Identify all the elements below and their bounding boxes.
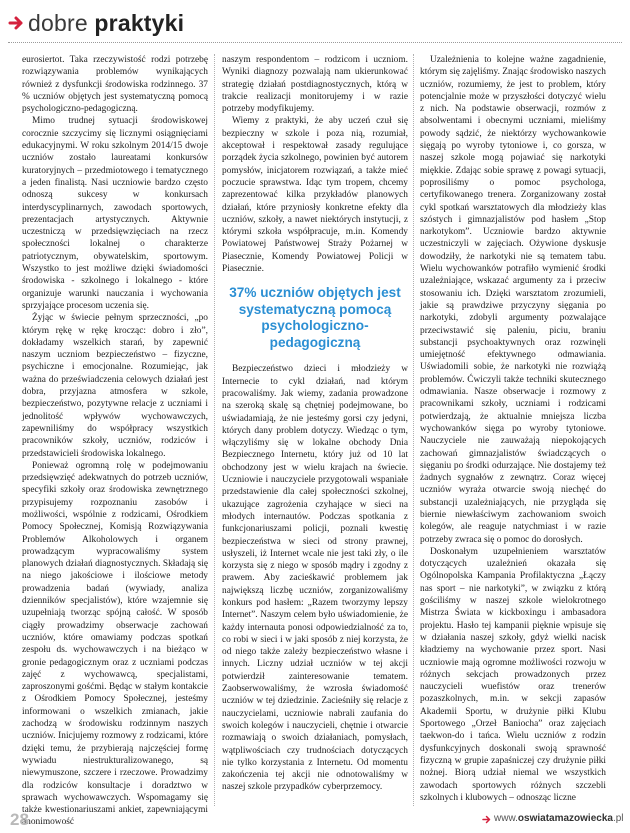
page-number: 28 <box>10 810 29 829</box>
url-domain: oswiatamazowiecka <box>517 813 613 824</box>
paragraph: Ponieważ ogromną rolę w podejmowaniu przedsięwzięć adekwatnych do potrzeb uczniów, specyfiki szkoły oraz środowiska zewnętrznego przypisujemy rozpoznaniu zasobów i możliwości, wspólnie z rodzicami, Ośrodkiem Pomocy Społecznej, Komisją Rozwiązywania Problemów Alkoholowych i organem prowadzącym wypracowaliśmy system planowych działań diagnostycznych. Składają się na niego jakościowe i ilościowe metody prowadzenia badań (wywiady, analiza dzienników specjalistów), które wzajemnie się uzupełniają tworząc spójną całość. W sposób ciągły prowadzimy obserwacje zachowań uczniów, które omawiamy podczas spotkań zespołu ds. wychowawczych i na bieżąco w gronie pedagogicznym oraz z uczniami podczas zajęć z wychowawcą, specjalistami, zaproszonymi gośćmi. Będąc w stałym kontakcie z Ośrodkiem Pomocy Społecznej, jesteśmy informowani o wszelkich zmianach, jakie zachodzą w środowisku rodzinnym naszych uczniów. Inicjujemy rozmowy z rodzicami, które dzięki temu, że przybierają najczęściej formę wywiadu niestrukturalizowanego, są niewymuszone, szczere i rzeczowe. Prowadzimy dla rodziców konsultacje i doradztwo w sprawach wychowawczych. Wspomagamy się także kwestionariuszami ankiet, zapewniającymi anonimowość <box>22 460 208 828</box>
section-title-bold: praktyki <box>94 10 185 36</box>
column-divider <box>214 54 216 806</box>
article-column-3 <box>420 54 606 806</box>
paragraph: Uzależnienia to kolejne ważne zagadnienie, którym się zajęliśmy. Znając środowisko naszych uczniów, rozumiemy, że jest to problem, który potencjalnie może w przyszłości dotyczyć wielu z nich. Na podstawie obserwacji, rozmów z absolwentami i obecnymi uczniami, mieliśmy powody sądzić, że niektórzy wychowankowie sięgają po wyroby tytoniowe i, co gorsza, w naszej szkole mogą pojawiać się narkotyki miękkie. Zdając sobie sprawę z powagi sytuacji, poprosiliśmy o pomoc psychologa, certyfikowanego trenera. Zorganizowany został cykl spotkań warsztatowych dla młodzieży klas szóstych i gimnazjalistów pod hasłem „Stop narkotykom”. Uczniowie bardzo aktywnie uczestniczyli w zajęciach. Ożywione dyskusje dowodziły, że narkotyki nie są tematem tabu. Wielu wychowanków potrafiło wymienić środki uzależniające, wskazać argumenty za i przeciw stosowaniu ich. Dzięki warsztatom zrozumieli, jakie są prawdziwe przyczyny sięgania po narkotyki, zdobyli argumenty pozwalające przeciwstawić się paleniu, piciu, braniu substancji psychoaktywnych oraz rozwinęli umiejętność efektywnego odmawiania. Uświadomili sobie, że narkotyki nie rozwiążą problemów. Ćwiczyli także techniki skutecznego odmawiania. Nasze obserwacje i rozmowy z pracownikami szkoły, uczniami i rodzicami potwierdzają, że aktualnie mniejsza liczba wychowanków sięga po wyroby tytoniowe. Nauczyciele nie zauważają niepokojących zachowań gimnazjalistów świadczących o sięganiu po środki odurzające. Nie dostajemy też żadnych sygnałów z zewnątrz. Coraz więcej uczniów wyraża otwarcie swoją niechęć do substancji uzależniających, nie przygląda się biernie niewłaściwym zachowaniom swoich kolegów, ale reaguje natychmiast i w razie potrzeby zwraca się o pomoc do dorosłych. <box>420 55 606 545</box>
paragraph: Doskonałym uzupełnieniem warsztatów dotyczących uzależnień okazała się Ogólnopolska Kampania Profilaktyczna „Łączy nas sport – nie narkotyki”, w związku z którą gościliśmy w naszej szkole wielokrotnego Mistrza Świata w kickboxingu i ambasadora projektu. Hasło tej kampanii pięknie wpisuje się w działania naszej szkoły, gdyż wielki nacisk kładziemy na wychowanie przez sport. Nasi uczniowie mają ogromne możliwości rozwoju w różnych sekcjach prowadzonych przez nauczycieli wuefistów oraz trenerów pozaszkolnych, m.in. w sekcji zapasów Akademii Sportu, w drużynie piłki Klubu Sportowego „Orzeł Baniocha” oraz zajęciach taekwon-do i tańca. Wielu uczniów z rodzin dysfunkcyjnych doskonali swoją sprawność fizyczną w grupie zapaśniczej czy drużynie piłki nożnej. Biorą udział niemal we wszystkich zawodach sportowych różnych szczebli szkolnych i klubowych – odnosząc liczne <box>420 546 606 803</box>
website-link[interactable] <box>494 813 624 824</box>
url-prefix: www. <box>494 813 518 824</box>
section-title-light: dobre <box>28 10 88 36</box>
paragraph: Mimo trudnej sytuacji środowiskowej corocznie szczycimy się licznymi osiągnięciami edukacyjnymi. W roku szkolnym 2014/15 dwoje uczniów zostało laureatami konkursów kuratoryjnych – przedmiotowego i tematycznego a jeden finalistą. Nasi uczniowie bardzo często odnoszą sukcesy w konkursach interdyscyplinarnych, zawodach sportowych, prezentacjach artystycznych. Aktywnie uczestniczą w przedsięwzięciach na rzecz społeczności lokalnej o charakterze patriotycznym, obywatelskim, sportowym. Wszystko to jest możliwe dzięki świadomości środowiska - szkolnego i lokalnego - które organizuje warunki nauczania i wychowania sprzyjające procesom uczenia się. <box>22 116 208 311</box>
article-column-1 <box>22 54 208 828</box>
page-header <box>0 0 630 44</box>
pull-quote: 37% uczniów objętych jest systematyczną pomocą psychologiczno-pedagogiczną <box>229 285 401 350</box>
column-divider <box>413 54 415 806</box>
arrow-right-icon <box>482 815 491 824</box>
arrow-right-icon <box>8 16 24 30</box>
url-suffix: .pl <box>612 813 624 824</box>
paragraph: Żyjąc w świecie pełnym sprzeczności, „po którym rękę w rękę krocząc: dobro i zło”, dokładamy wszelkich starań, by zapewnić naszym uczniom bezpieczeństwo – fizyczne, psychiczne i emocjonalne. Rozumiejąc, jak ważna do przeświadczenia celowych działań jest dobra, przyjazna atmosfera w szkole, bezpieczeństwo, pozytywne relacje z uczniami i jednolitość wpływów wychowawczych, zapewniliśmy do współpracy wszystkich pracowników szkoły, uczniów, rodziców i przedstawicieli środowiska lokalnego. <box>22 313 208 459</box>
section-title <box>28 10 184 36</box>
header-divider <box>8 42 622 44</box>
paragraph: eurosiertot. Taka rzeczywistość rodzi potrzebę rozwiązywania problemów wynikających również z dysfunkcji środowiska rodzinnego. 37 % uczniów objętych jest systematyczną pomocą psychologiczno-pedagogiczną. <box>22 55 208 115</box>
paragraph: Wiemy z praktyki, że aby uczeń czuł się bezpieczny w szkole i poza nią, rozumiał, akceptował i respektował zasady regulujące porządek życia szkolnego, powinien być autorem pomysłów, inicjatorem rozwiązań, a także mieć poczucie sprawstwa. Idąc tym tropem, chcemy zaprezentować kilka przykładów planowych działań, które przyniosły konkretne efekty dla uczniów, szkoły, a nawet niektórych instytucji, z którymi szkoła współpracuje, m.in. Komendy Powiatowej Państwowej Straży Pożarnej w Piasecznie, Komendy Powiatowej Policji w Piasecznie. <box>222 116 408 275</box>
paragraph: Bezpieczeństwo dzieci i młodzieży w Internecie to cykl działań, nad którym pracowaliśmy. Jak wiemy, zadania prowadzone na szeroką skalę są chętniej podejmowane, bo uświadamiają, że nie jesteśmy gorsi czy jedyni, których dany problem dotyczy. Wiedząc o tym, włączyliśmy się w lokalne obchody Dnia Bezpiecznego Internetu, który już od 10 lat obchodzony jest w wielu krajach na świecie. Uczniowie i nauczyciele przygotowali wspaniałe przedstawienie dla całej społeczności szkolnej, ukazujące zagrożenia czyhające w sieci na młodych internautów. Podczas spotkania z funkcjonariuszami policji, poznali kwestię bezpieczeństwa w sieci od strony prawnej, usłyszeli, iż Internet wcale nie jest taki zły, o ile korzysta się z niego w sposób mądry i zgodny z prawem. Aby zacieśkawić problemem jak największą liczbę uczniów, zorganizowaliśmy konkurs pod hasłem: „Razem tworzymy lepszy Internet”. Naszym celem było uświadomienie, że każdy internauta ponosi odpowiedzialność za to, co robi w sieci i w jaki sposób z niej korzysta, że od niego także zależy bezpieczeństwo własne i innych. Liczny udział uczniów w tej akcji potwierdził zainteresowanie tematem. Zaobserwowaliśmy, że wzrosła świadomość uczniów w tej dziedzinie. Zacieśniły się relacje z nauczycielami, uczniowie nabrali zaufania do swoich kolegów i nauczycieli, chętnie i otwarcie rozmawiają o swoich działaniach, pomysłach, wątpliwościach czy trudnościach dotyczących nie tylko korzystania z Internetu. Od momentu zakończenia tej akcji nie odnotowaliśmy w naszej szkole przypadków cyberprzemocy. <box>222 364 408 793</box>
paragraph: naszym respondentom – rodzicom i uczniom. Wyniki diagnozy pozwalają nam ukierunkować strategię działań postdiagnostycznych, którą w trakcie realizacji monitorujemy i w razie potrzeby modyfikujemy. <box>222 55 408 115</box>
page-footer <box>0 806 630 833</box>
article-column-2 <box>222 54 408 806</box>
